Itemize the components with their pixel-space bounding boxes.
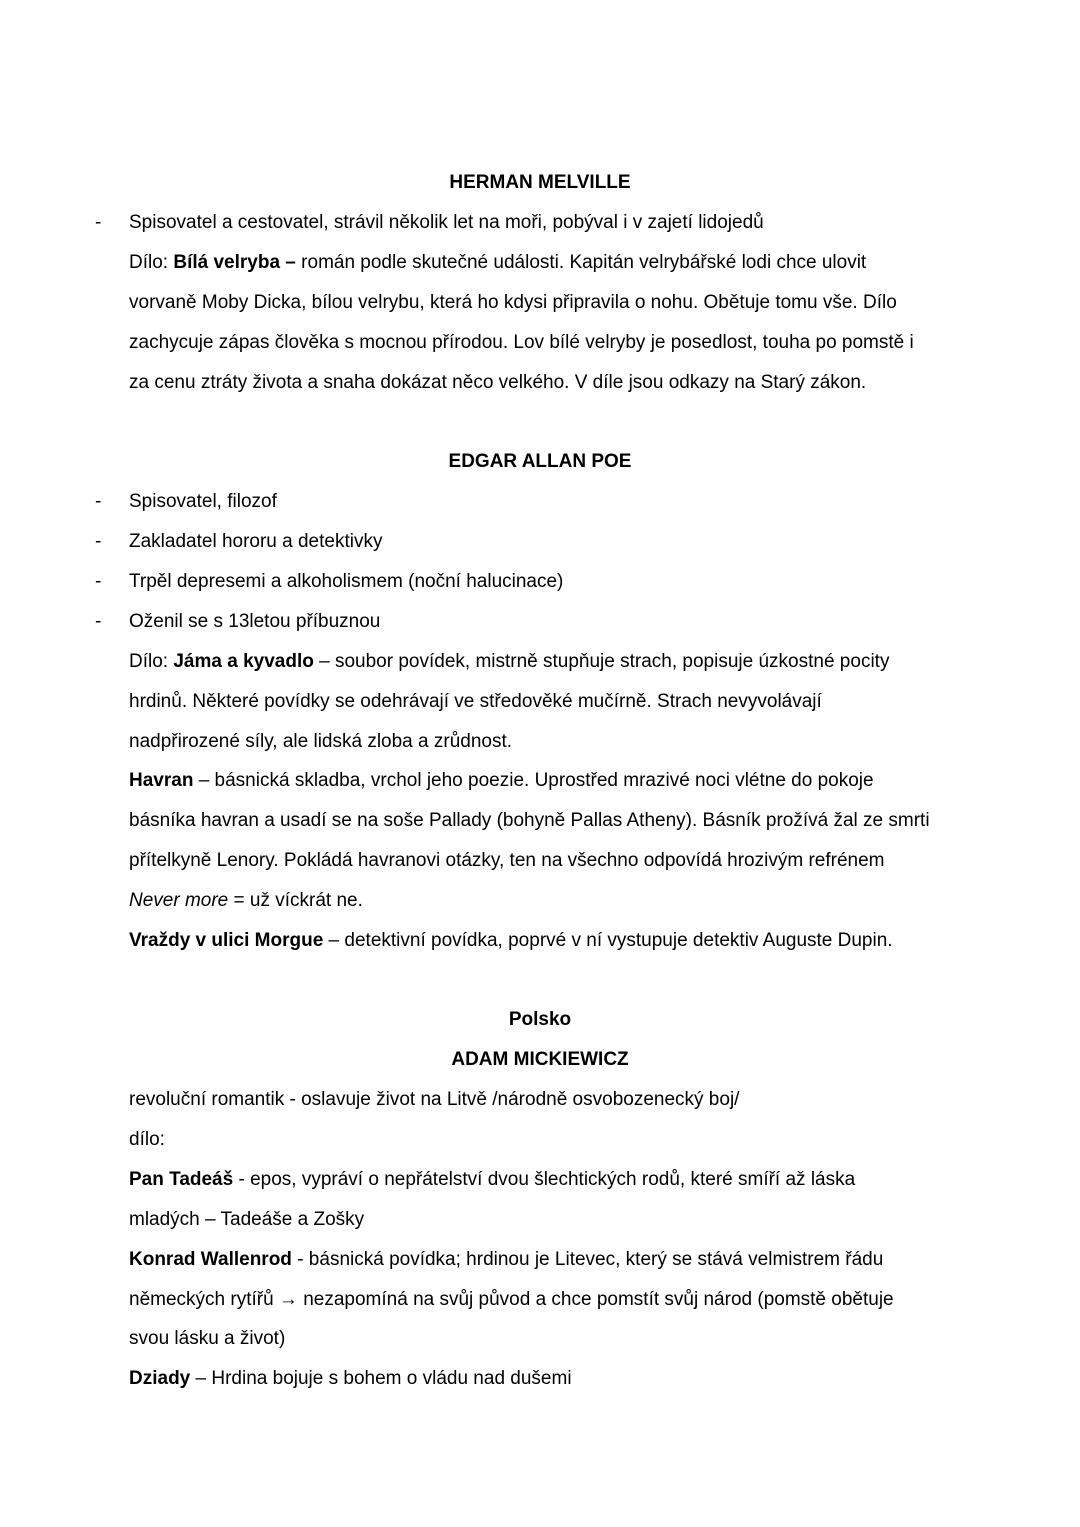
work-text: – básnická skladba, vrchol jeho poezie. Uprostřed mrazivé noci vlétne do pokoje bbox=[193, 770, 874, 791]
poe-work3-line bbox=[129, 929, 959, 953]
bullet-dash: - bbox=[95, 571, 102, 592]
poe-bullet: Oženil se s 13letou příbuznou bbox=[129, 611, 381, 632]
melville-work-line bbox=[129, 251, 959, 275]
work-text: – soubor povídek, mistrně stupňuje strach, popisuje úzkostné pocity bbox=[313, 651, 890, 672]
work-title: Vraždy v ulici Morgue bbox=[129, 930, 324, 951]
melville-work-text: zachycuje zápas člověka s mocnou přírodou. Lov bílé velryby je posedlost, touha po pomstě i bbox=[129, 332, 914, 353]
mickiewicz-heading: ADAM MICKIEWICZ bbox=[451, 1049, 629, 1070]
mickiewicz-work-text: mladých – Tadeáše a Zošky bbox=[129, 1209, 365, 1230]
poe-bullet: Spisovatel, filozof bbox=[129, 491, 277, 512]
poe-work1-line bbox=[129, 650, 959, 674]
work-title: Konrad Wallenrod bbox=[129, 1249, 292, 1270]
work-title: Havran bbox=[129, 770, 194, 791]
mickiewicz-work3-line bbox=[129, 1367, 959, 1391]
poe-work2-refrain bbox=[129, 889, 959, 913]
work-text: = už víckrát ne. bbox=[228, 890, 363, 911]
work-text: román podle skutečné události. Kapitán velrybářské lodi chce ulovit bbox=[295, 252, 867, 273]
mickiewicz-work2-line bbox=[129, 1248, 959, 1272]
poe-work-text: hrdinů. Některé povídky se odehrávají ve středověké mučírně. Strach nevyvolávají bbox=[129, 691, 822, 712]
poe-bullet: Trpěl depresemi a alkoholismem (noční halucinace) bbox=[129, 571, 564, 592]
work-prefix: Dílo: bbox=[129, 651, 174, 672]
works-label: dílo: bbox=[129, 1129, 165, 1150]
work-text: - epos, vypráví o nepřátelství dvou šlechtických rodů, které smíří až láska bbox=[233, 1169, 856, 1190]
bullet-dash: - bbox=[95, 531, 102, 552]
mickiewicz-work-text: německých rytířů → nezapomíná na svůj původ a chce pomstít svůj národ (pomstě obětuje bbox=[129, 1289, 894, 1310]
work-prefix: Dílo: bbox=[129, 252, 174, 273]
melville-heading: HERMAN MELVILLE bbox=[449, 172, 631, 193]
work-title: Dziady bbox=[129, 1368, 191, 1389]
work-title: Pan Tadeáš bbox=[129, 1169, 234, 1190]
mickiewicz-intro: revoluční romantik - oslavuje život na Litvě /národně osvobozenecký boj/ bbox=[129, 1089, 740, 1110]
work-text: - básnická povídka; hrdinou je Litevec, který se stává velmistrem řádu bbox=[291, 1249, 884, 1270]
poe-work-text: básníka havran a usadí se na soše Pallady (bohyně Pallas Atheny). Básník prožívá žal ze smrti bbox=[129, 810, 930, 831]
country-heading: Polsko bbox=[508, 1009, 572, 1030]
bullet-dash: - bbox=[95, 212, 102, 233]
poe-heading: EDGAR ALLAN POE bbox=[448, 451, 632, 472]
melville-work-text: za cenu ztráty života a snaha dokázat něco velkého. V díle jsou odkazy na Starý zákon. bbox=[129, 372, 867, 393]
mickiewicz-work-text: svou lásku a život) bbox=[129, 1328, 286, 1349]
melville-bullet: Spisovatel a cestovatel, strávil několik let na moři, pobýval i v zajetí lidojedů bbox=[129, 212, 764, 233]
poe-work-text: přítelkyně Lenory. Pokládá havranovi otázky, ten na všechno odpovídá hrozivým refrénem bbox=[129, 850, 885, 871]
melville-work-text: vorvaně Moby Dicka, bílou velrybu, která ho kdysi připravila o nohu. Obětuje tomu vše. Dílo bbox=[129, 292, 897, 313]
work-text: – Hrdina bojuje s bohem o vládu nad dušemi bbox=[190, 1368, 572, 1389]
poe-work2-line bbox=[129, 769, 959, 793]
work-title: Bílá velryba – bbox=[173, 252, 296, 273]
mickiewicz-work1-line bbox=[129, 1168, 959, 1192]
poe-bullet: Zakladatel hororu a detektivky bbox=[129, 531, 383, 552]
work-title: Jáma a kyvadlo bbox=[173, 651, 314, 672]
work-text: – detektivní povídka, poprvé v ní vystupuje detektiv Auguste Dupin. bbox=[323, 930, 893, 951]
bullet-dash: - bbox=[95, 491, 102, 512]
refrain-text: Never more bbox=[129, 890, 229, 911]
poe-work-text: nadpřirozené síly, ale lidská zloba a zrůdnost. bbox=[129, 731, 513, 752]
bullet-dash: - bbox=[95, 611, 102, 632]
